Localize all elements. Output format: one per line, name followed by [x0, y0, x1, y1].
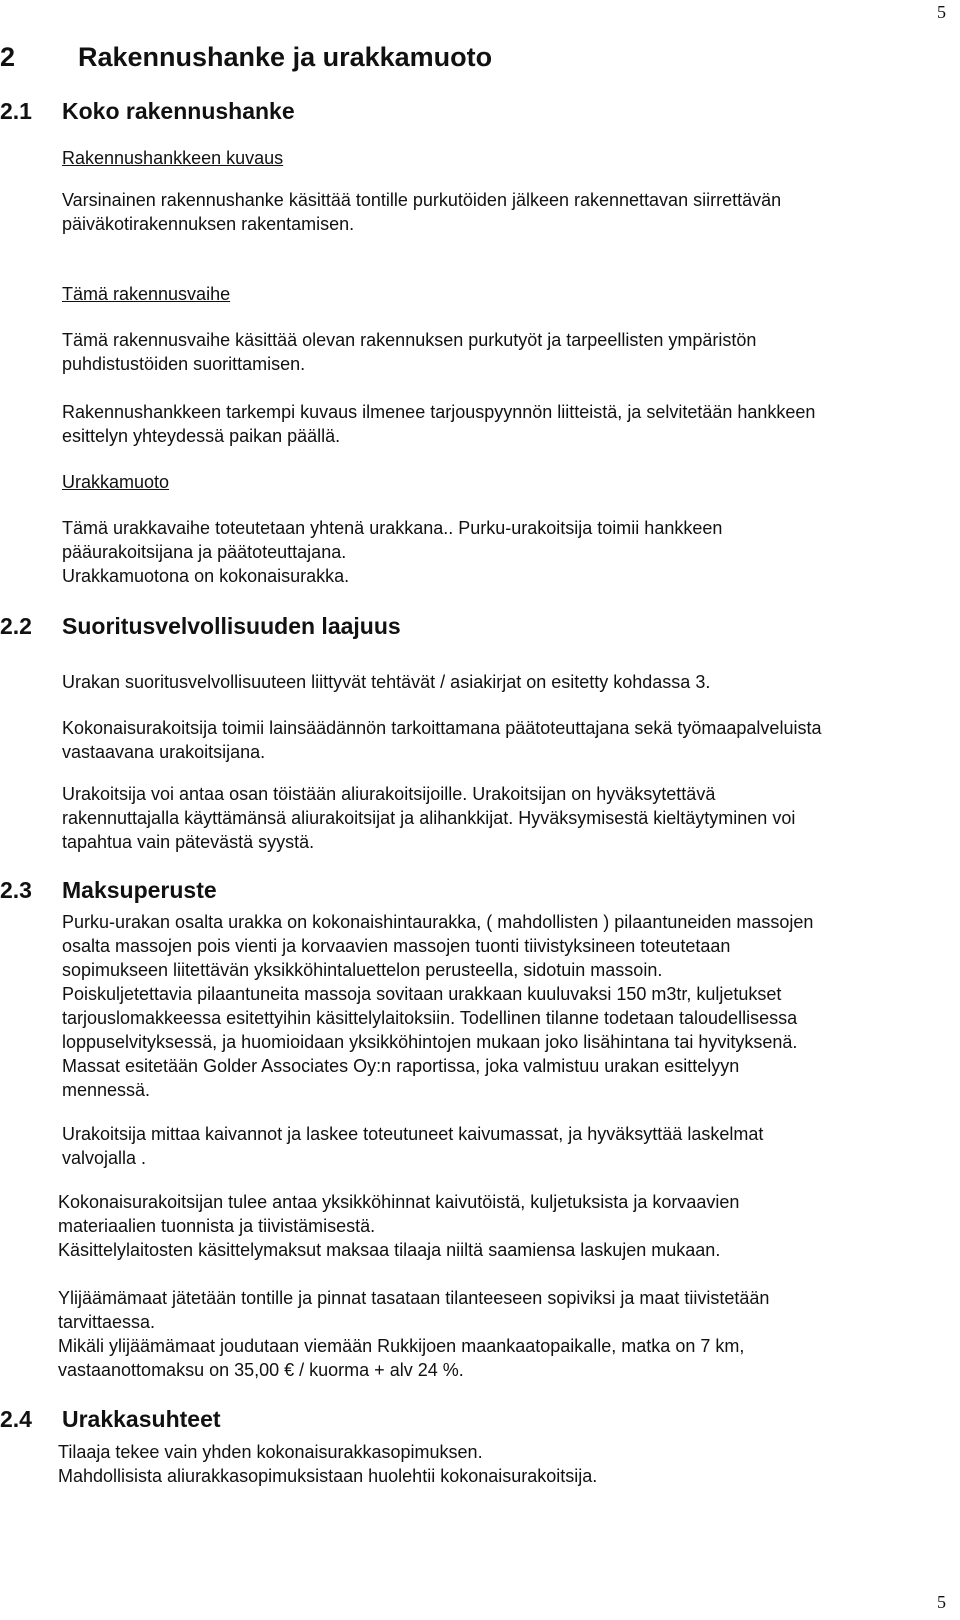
subheading-rakennusvaihe: Tämä rakennusvaihe: [62, 284, 231, 304]
text-line: Rakennushankkeen tarkempi kuvaus ilmenee tarjouspyynnön liitteistä, ja selvitetään hankkeen: [62, 402, 816, 422]
text-line: Mahdollisista aliurakkasopimuksistaan huolehtii kokonaisurakoitsija.: [58, 1466, 598, 1486]
section-2-4-heading: [0, 1406, 221, 1433]
section-2-2-heading: [0, 613, 401, 640]
section-number: 2.2: [0, 613, 32, 639]
text-line: tapahtua vain pätevästä syystä.: [62, 832, 315, 852]
text-line: Massat esitetään Golder Associates Oy:n raportissa, joka valmistuu urakan esittelyyn: [62, 1056, 740, 1076]
text-line: Poiskuljetettavia pilaantuneita massoja sovitaan urakkaan kuuluvaksi 150 m3tr, kuljetukset: [62, 984, 782, 1004]
text-line: Urakkamuotona on kokonaisurakka.: [62, 566, 350, 586]
text-line: Kokonaisurakoitsijan tulee antaa yksikköhinnat kaivutöistä, kuljetuksista ja korvaavien: [58, 1192, 740, 1212]
paragraph-2-3-mittaus: [62, 1122, 763, 1170]
section-number: 2.1: [0, 98, 32, 124]
section-2-3-heading: [0, 877, 217, 904]
text-line: Varsinainen rakennushanke käsittää tontille purkutöiden jälkeen rakennettavan siirrettävän: [62, 190, 782, 210]
paragraph-2-2-kokonaisurakoitsija: [62, 716, 821, 764]
section-2-1-heading: [0, 98, 295, 125]
paragraph-2-2-aliurakoitsijat: [62, 782, 795, 854]
subheading-rakennushankkeen-kuvaus: Rakennushankkeen kuvaus: [62, 148, 284, 168]
text-line: sopimukseen liitettävän yksikköhintaluettelon perusteella, sidotuin massoin.: [62, 960, 663, 980]
page-number-top: 5: [937, 2, 946, 22]
text-line: päiväkotirakennuksen rakentamisen.: [62, 214, 355, 234]
text-line: Mikäli ylijäämämaat joudutaan viemään Rukkijoen maankaatopaikalle, matka on 7 km,: [58, 1336, 745, 1356]
text-line: Urakoitsija mittaa kaivannot ja laskee toteutuneet kaivumassat, ja hyväksyttää laskelmat: [62, 1124, 764, 1144]
paragraph-2-1-kuvaus: [62, 188, 781, 236]
section-title: Koko rakennushanke: [62, 98, 295, 124]
chapter-title: Rakennushanke ja urakkamuoto: [78, 42, 493, 72]
section-number: 2.3: [0, 877, 32, 903]
text-line: vastaanottomaksu on 35,00 € / kuorma + alv 24 %.: [58, 1360, 464, 1380]
section-number: 2.4: [0, 1406, 32, 1432]
text-line: Ylijäämämaat jätetään tontille ja pinnat tasataan tilanteeseen sopiviksi ja maat tiivistetään: [58, 1288, 770, 1308]
text-line: loppuselvityksessä, ja huomioidaan yksikköhintojen mukaan joko lisähintana tai hyvityksenä.: [62, 1032, 798, 1052]
paragraph-2-3-urakka: [62, 910, 813, 1102]
text-line: esittelyn yhteydessä paikan päällä.: [62, 426, 341, 446]
text-line: Kokonaisurakoitsija toimii lainsäädännön tarkoittamana päätoteuttajana sekä työmaapalveluista: [62, 718, 822, 738]
paragraph-2-1-vaihe: [62, 328, 756, 376]
text-line: Tämä urakkavaihe toteutetaan yhtenä urakkana.. Purku-urakoitsija toimii hankkeen: [62, 518, 723, 538]
text-line: osalta massojen pois vienti ja korvaavien massojen tuonti tiivistyksineen toteutetaan: [62, 936, 731, 956]
text-line: Tämä rakennusvaihe käsittää olevan rakennuksen purkutyöt ja tarpeellisten ympäristön: [62, 330, 757, 350]
text-line: materiaalien tuonnista ja tiivistämisestä.: [58, 1216, 376, 1236]
paragraph-2-2-tehtavat: [62, 670, 710, 694]
section-title: Suoritusvelvollisuuden laajuus: [62, 613, 401, 639]
chapter-number: 2: [0, 42, 16, 72]
page-number-bottom: 5: [937, 1592, 946, 1612]
text-line: valvojalla .: [62, 1148, 147, 1168]
paragraph-2-1-tarkempi-kuvaus: [62, 400, 815, 448]
text-line: Purku-urakan osalta urakka on kokonaishintaurakka, ( mahdollisten ) pilaantuneiden massojen: [62, 912, 814, 932]
text-line: Käsittelylaitosten käsittelymaksut maksaa tilaaja niiltä saamiensa laskujen mukaan.: [58, 1240, 721, 1260]
section-title: Maksuperuste: [62, 877, 217, 903]
text-line: tarjouslomakkeessa esitettyihin käsittelylaitoksiin. Todellinen tilanne todetaan taloudellisessa: [62, 1008, 798, 1028]
text-line: Tilaaja tekee vain yhden kokonaisurakkasopimuksen.: [58, 1442, 483, 1462]
text-line: pääurakoitsijana ja päätoteuttajana.: [62, 542, 347, 562]
subheading-urakkamuoto: Urakkamuoto: [62, 472, 170, 492]
chapter-heading: [0, 42, 492, 73]
paragraph-2-1-urakkamuoto: [62, 516, 722, 588]
text-line: rakennuttajalla käyttämänsä aliurakoitsijat ja alihankkijat. Hyväksymisestä kieltäytyminen voi: [62, 808, 796, 828]
paragraph-2-3-ylijaamamaat: [58, 1286, 769, 1382]
section-title: Urakkasuhteet: [62, 1406, 221, 1432]
text-line: tarvittaessa.: [58, 1312, 156, 1332]
text-line: Urakan suoritusvelvollisuuteen liittyvät tehtävät / asiakirjat on esitetty kohdassa 3.: [62, 672, 711, 692]
paragraph-2-3-yksikkohinnat: [58, 1190, 739, 1262]
text-line: Urakoitsija voi antaa osan töistään aliurakoitsijoille. Urakoitsijan on hyväksytettävä: [62, 784, 716, 804]
paragraph-2-4-urakkasuhteet: [58, 1440, 597, 1488]
text-line: vastaavana urakoitsijana.: [62, 742, 266, 762]
text-line: mennessä.: [62, 1080, 151, 1100]
text-line: puhdistustöiden suorittamisen.: [62, 354, 306, 374]
